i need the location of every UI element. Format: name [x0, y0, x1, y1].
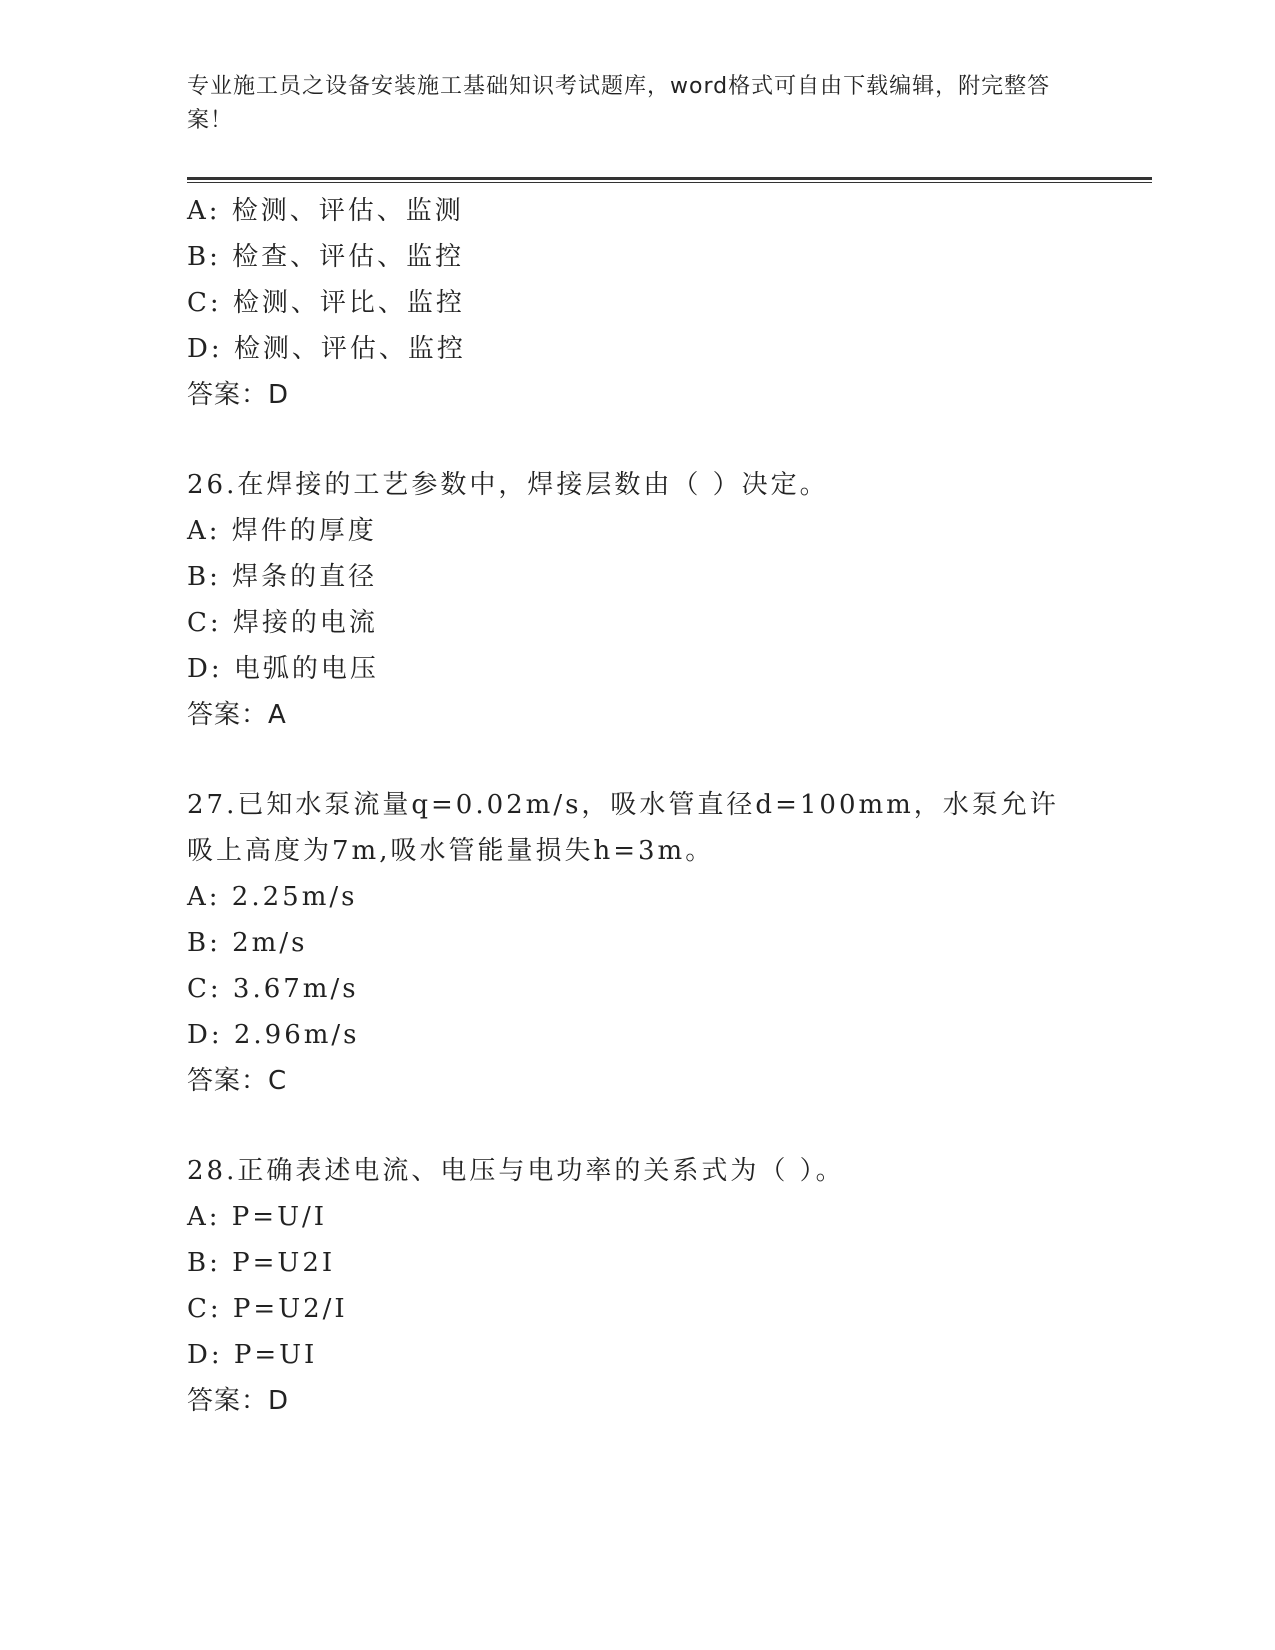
option-c: C: P=U2/I: [187, 1294, 348, 1324]
option-d: D: P=UI: [187, 1340, 318, 1370]
question-list: [187, 188, 1067, 1424]
question-28: [187, 1148, 1067, 1424]
spacer: [187, 1104, 1067, 1148]
option-c: C: 检测、评比、监控: [187, 288, 465, 318]
option-c: C: 3.67m/s: [187, 974, 359, 1004]
option-d: D: 检测、评估、监控: [187, 334, 466, 364]
answer: 答案：A: [187, 700, 287, 730]
answer: 答案：D: [187, 380, 290, 410]
option-a: A: 2.25m/s: [187, 882, 358, 912]
answer: 答案：D: [187, 1386, 290, 1416]
question-27: [187, 782, 1067, 1104]
document-header: 专业施工员之设备安装施工基础知识考试题库，word格式可自由下载编辑，附完整答案！: [187, 74, 1051, 133]
question-text: 27.已知水泵流量q=0.02m/s，吸水管直径d=100mm，水泵允许吸上高度为7m,吸水管能量损失h=3m。: [187, 790, 1059, 866]
option-b: B: 2m/s: [187, 928, 308, 958]
question-text: 28.正确表述电流、电压与电功率的关系式为（ ）。: [187, 1156, 845, 1186]
header-divider-thick: [187, 177, 1152, 180]
question-text: 26.在焊接的工艺参数中，焊接层数由（ ）决定。: [187, 470, 829, 500]
option-d: D: 2.96m/s: [187, 1020, 360, 1050]
option-b: B: P=U2I: [187, 1248, 336, 1278]
answer: 答案：C: [187, 1066, 288, 1096]
option-c: C: 焊接的电流: [187, 608, 378, 638]
spacer: [187, 738, 1067, 782]
option-b: B: 焊条的直径: [187, 562, 378, 592]
option-a: A: 检测、评估、监测: [187, 196, 464, 226]
question-26: [187, 462, 1067, 738]
option-b: B: 检查、评估、监控: [187, 242, 465, 272]
spacer: [187, 418, 1067, 462]
question-continued: [187, 188, 1067, 418]
option-d: D: 电弧的电压: [187, 654, 379, 684]
header-divider-thin: [187, 182, 1152, 183]
option-a: A: P=U/I: [187, 1202, 328, 1232]
option-a: A: 焊件的厚度: [187, 516, 377, 546]
